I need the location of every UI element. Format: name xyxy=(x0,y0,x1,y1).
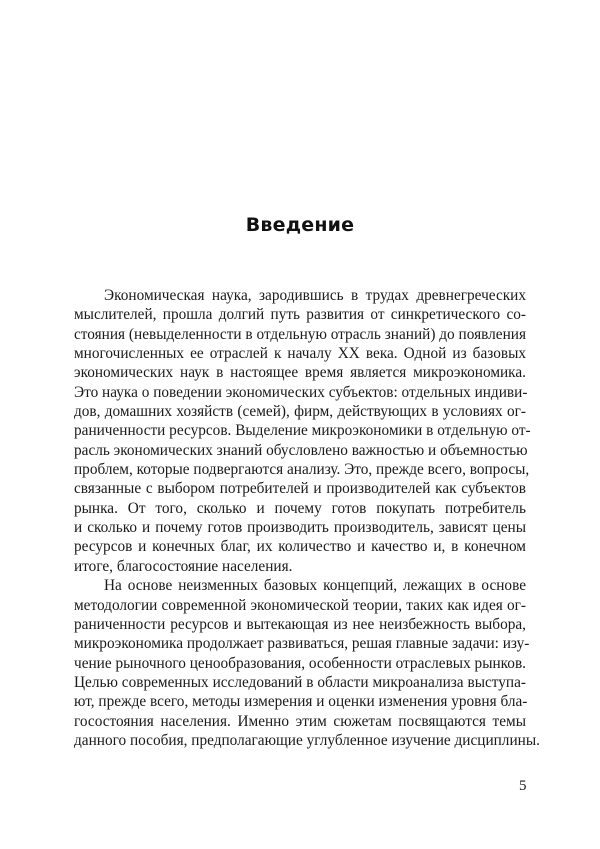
text-line: раниченности ресурсов и вытекающая из нее неизбежность выбора, xyxy=(74,615,526,633)
text-line: госостояния населения. Именно этим сюжетам посвящаются темы xyxy=(74,712,526,730)
text-line: экономических наук в настоящее время является микроэкономика. xyxy=(74,364,526,382)
text-line: дов, домашних хозяйств (семей), фирм, действующих в условиях ог- xyxy=(74,403,526,421)
text-line: мыслителей, прошла долгий путь развития от синкретического со- xyxy=(74,306,526,324)
text-line: и сколько и почему готов производить производитель, зависят цены xyxy=(74,519,526,537)
paragraph-1 xyxy=(74,286,531,576)
text-line: ют, прежде всего, методы измерения и оценки изменения уровня бла- xyxy=(74,693,528,711)
text-line: данного пособия, предполагающие углубленное изучение дисциплины. xyxy=(74,731,540,749)
paragraph-2 xyxy=(74,576,540,750)
text-line: методологии современной экономической теории, таких как идея ог- xyxy=(74,596,526,614)
text-line: раниченности ресурсов. Выделение микроэкономики в отдельную от- xyxy=(74,422,531,440)
page-title: Введение xyxy=(245,214,355,236)
text-line: итоге, благосостояние населения. xyxy=(74,557,293,575)
text-line: стояния (невыделенности в отдельную отрасль знаний) до появления xyxy=(74,325,526,343)
text-line: связанные с выбором потребителей и производителей как субъектов xyxy=(74,480,526,498)
text-line: расль экономических знаний обусловлено важностью и объемностью xyxy=(74,441,528,459)
text-line: рынка. От того, сколько и почему готов покупать потребитель xyxy=(74,499,526,517)
text-line: чение рыночного ценообразования, особенности отраслевых рынков. xyxy=(74,654,527,672)
text-line: микроэкономика продолжает развиваться, решая главные задачи: изу- xyxy=(74,635,530,653)
text-line: Целью современных исследований в области микроанализа выступа- xyxy=(74,673,526,691)
text-line: Экономическая наука, зародившись в трудах древнегреческих xyxy=(104,287,526,304)
text-line: На основе неизменных базовых концепций, лежащих в основе xyxy=(104,577,526,595)
text-line: ресурсов и конечных благ, их количество и качество и, в конечном xyxy=(74,538,526,556)
body-text xyxy=(74,286,540,750)
text-line: Это наука о поведении экономических субъектов: отдельных индиви- xyxy=(74,383,528,401)
text-line: проблем, которые подвергаются анализу. Это, прежде всего, вопросы, xyxy=(74,461,530,479)
text-line: многочисленных ее отраслей к началу XX века. Одной из базовых xyxy=(74,345,526,363)
page-number: 5 xyxy=(519,778,527,794)
